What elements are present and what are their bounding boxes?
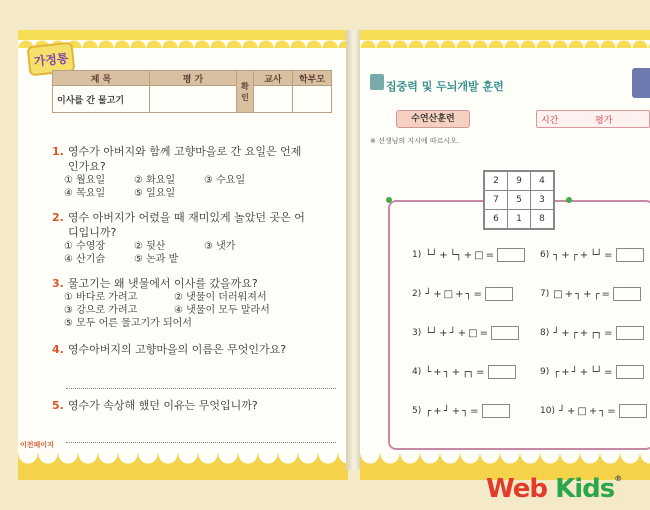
item-symbol: └┐ <box>449 249 462 261</box>
question-2: 2. 영수 아버지가 어렸을 때 재미있게 놀았던 곳은 어 디입니까? ① 수영장 ② 뒷산 ③ 냇가 ④ 산기슭 ⑤ 논과 밭 <box>52 211 305 265</box>
item-symbol: ┘ <box>571 366 578 378</box>
logo-badge: 가정통 <box>27 42 76 77</box>
question-1: 1. 영수가 아버지와 함께 고향마을로 간 요일은 언제 인가요? ① 월요일 ② 화요일 ③ 수요일 ④ 목요일 ⑤ 일요일 <box>52 145 302 199</box>
item-symbol: ┌┐ <box>590 327 603 339</box>
item-symbol: = <box>470 405 479 417</box>
item-symbol: └┘ <box>425 327 438 339</box>
subject-value: 이사를 간 물고기 <box>53 86 150 113</box>
answer-box[interactable] <box>491 326 519 340</box>
book-icon <box>370 74 384 90</box>
item-number: 3) <box>412 328 422 338</box>
item-symbol: ┌ <box>571 249 578 261</box>
section-tag: 수연산훈련 <box>396 110 470 128</box>
item-symbol: + <box>567 405 576 417</box>
item-symbol: ┘ <box>558 405 565 417</box>
item-symbol: + <box>579 249 589 261</box>
item-symbol: + <box>433 288 442 300</box>
eval-cell[interactable] <box>150 86 237 113</box>
exercise-item <box>540 326 644 340</box>
eval-label: 평가 <box>595 116 613 126</box>
question-4: 4. 영수아버지의 고향마을의 이름은 무엇인가요? <box>52 343 287 356</box>
item-symbol: + <box>451 405 461 417</box>
item-symbol: □ <box>468 327 478 339</box>
item-symbol: ┐ <box>553 249 560 261</box>
teacher-cell[interactable] <box>254 86 293 113</box>
item-symbol: + <box>564 288 574 300</box>
exercise-item <box>540 404 647 418</box>
page-title: 집중력 및 두뇌개발 훈련 <box>386 80 504 93</box>
exercise-item <box>412 365 516 379</box>
item-symbol: ┘ <box>553 327 560 339</box>
item-number: 9) <box>540 367 550 377</box>
confirm-header: 확인 <box>237 71 254 113</box>
item-symbol: □ <box>474 249 484 261</box>
time-label: 시간 <box>541 116 559 126</box>
item-symbol: + <box>439 327 448 339</box>
left-page <box>18 30 348 480</box>
answer-box[interactable] <box>619 404 647 418</box>
item-symbol: ┐ <box>465 288 472 300</box>
item-number: 6) <box>540 250 550 260</box>
item-symbol: = <box>607 405 616 417</box>
item-symbol: ┐ <box>443 366 450 378</box>
item-symbol: □ <box>553 288 563 300</box>
item-symbol: ┌ <box>553 366 560 378</box>
answer-box[interactable] <box>616 248 644 262</box>
item-symbol: = <box>485 249 494 261</box>
answer-line-5[interactable] <box>66 442 336 443</box>
item-symbol: + <box>455 288 464 300</box>
item-symbol: ┘ <box>449 327 456 339</box>
item-symbol: + <box>579 366 589 378</box>
item-symbol: = <box>604 249 613 261</box>
item-symbol: ┐ <box>462 405 469 417</box>
question-3-options: ① 바다로 가려고 ② 냇물이 더러워져서 ③ 강으로 가려고 ④ 냇물이 모두 말라서 ⑤ 모두 어른 물고기가 되어서 <box>64 292 270 329</box>
frame-dot-left <box>386 197 392 203</box>
question-3: 3. 물고기는 왜 냇물에서 이사를 갔을까요? ① 바다로 가려고 ② 냇물이 더러워져서 ③ 강으로 가려고 ④ 냇물이 모두 말라서 ⑤ 모두 어른 물고기가 되어서 <box>52 276 304 330</box>
webkids-logo: Web Kids® <box>486 474 622 504</box>
item-symbol: ┌ <box>571 327 578 339</box>
item-number: 2) <box>412 289 422 299</box>
answer-box[interactable] <box>497 248 525 262</box>
question-2-options: ① 수영장 ② 뒷산 ③ 냇가 ④ 산기슭 ⑤ 논과 밭 <box>64 241 236 265</box>
item-symbol: └┘ <box>425 249 438 261</box>
item-symbol: + <box>451 366 461 378</box>
item-symbol: + <box>561 366 570 378</box>
item-symbol: + <box>561 327 570 339</box>
item-symbol: + <box>561 249 570 261</box>
question-1-options: ① 월요일 ② 화요일 ③ 수요일 ④ 목요일 ⑤ 일요일 <box>64 175 246 199</box>
teacher-header: 교사 <box>254 71 293 86</box>
item-symbol: └┘ <box>590 249 603 261</box>
item-symbol: = <box>473 288 482 300</box>
item-symbol: + <box>583 288 592 300</box>
item-symbol: = <box>479 327 488 339</box>
exercise-item <box>540 248 644 262</box>
item-symbol: ┘ <box>443 405 450 417</box>
item-number: 5) <box>412 406 422 416</box>
item-symbol: + <box>433 366 442 378</box>
item-symbol: ┐ <box>599 405 606 417</box>
item-number: 8) <box>540 328 550 338</box>
info-table <box>52 70 332 113</box>
eval-header: 평 가 <box>150 71 237 86</box>
item-symbol: □ <box>577 405 587 417</box>
corner-badge <box>632 68 650 98</box>
exercise-item <box>412 404 510 418</box>
answer-box[interactable] <box>482 404 510 418</box>
answer-box[interactable] <box>616 326 644 340</box>
right-page <box>360 30 650 480</box>
item-symbol: + <box>439 249 448 261</box>
item-symbol: □ <box>443 288 454 300</box>
frame-dot-right <box>566 197 572 203</box>
parent-header: 학부모 <box>293 71 332 86</box>
prev-page-link[interactable]: 이전페이지 <box>20 441 54 449</box>
exercise-item <box>540 365 644 379</box>
item-symbol: = <box>476 366 485 378</box>
answer-box[interactable] <box>616 365 644 379</box>
exercise-item <box>412 326 519 340</box>
item-symbol: + <box>588 405 598 417</box>
answer-box[interactable] <box>488 365 516 379</box>
parent-cell[interactable] <box>293 86 332 113</box>
item-symbol: + <box>579 327 589 339</box>
item-symbol: ┌┐ <box>462 366 475 378</box>
number-grid: 2 9 4 7 5 3 6 1 8 <box>483 170 555 230</box>
instruction-text: ※ 선생님의 지시에 따르시오. <box>370 137 460 145</box>
question-5: 5. 영수가 속상해 했던 이유는 무엇입니까? <box>52 399 258 412</box>
answer-line-4[interactable] <box>66 388 336 389</box>
exercise-item <box>540 287 641 301</box>
item-symbol: = <box>604 327 613 339</box>
item-symbol: = <box>601 288 610 300</box>
time-eval-box <box>536 110 650 128</box>
item-symbol: + <box>433 405 442 417</box>
subject-header: 제 목 <box>53 71 150 86</box>
answer-box[interactable] <box>613 287 641 301</box>
answer-box[interactable] <box>485 287 513 301</box>
item-symbol: ┌ <box>593 288 600 300</box>
item-number: 10) <box>540 406 555 416</box>
item-symbol: └ <box>425 366 432 378</box>
item-symbol: ┘ <box>425 288 432 300</box>
bottom-border-decoration <box>18 454 348 480</box>
item-number: 4) <box>412 367 422 377</box>
exercise-item <box>412 248 525 262</box>
item-symbol: + <box>457 327 467 339</box>
item-number: 7) <box>540 289 550 299</box>
item-symbol: ┐ <box>575 288 582 300</box>
item-number: 1) <box>412 250 422 260</box>
top-border-decoration <box>360 38 650 48</box>
item-symbol: = <box>604 366 613 378</box>
item-symbol: + <box>463 249 473 261</box>
item-symbol: └┘ <box>590 366 603 378</box>
item-symbol: ┌ <box>425 405 432 417</box>
exercise-item <box>412 287 513 301</box>
